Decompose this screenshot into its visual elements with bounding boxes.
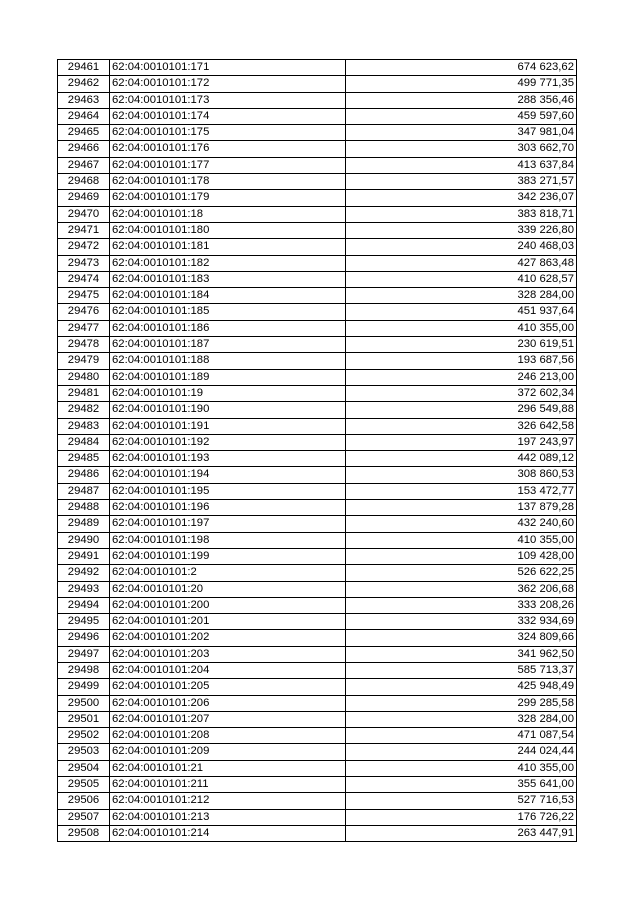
row-number-cell: 29466 bbox=[58, 141, 110, 157]
cadastral-number-cell: 62:04:0010101:180 bbox=[110, 222, 346, 238]
table-row bbox=[58, 369, 577, 385]
cadastral-number-cell: 62:04:0010101:188 bbox=[110, 353, 346, 369]
cadastral-number-cell: 62:04:0010101:208 bbox=[110, 728, 346, 744]
cadastral-value-cell: 333 208,26 bbox=[346, 597, 577, 613]
table-row bbox=[58, 76, 577, 92]
cadastral-number-cell: 62:04:0010101:193 bbox=[110, 451, 346, 467]
table-row bbox=[58, 679, 577, 695]
cadastral-value-cell: 246 213,00 bbox=[346, 369, 577, 385]
row-number-cell: 29465 bbox=[58, 125, 110, 141]
cadastral-value-cell: 362 206,68 bbox=[346, 581, 577, 597]
cadastral-number-cell: 62:04:0010101:201 bbox=[110, 614, 346, 630]
table-row bbox=[58, 157, 577, 173]
cadastral-value-cell: 109 428,00 bbox=[346, 548, 577, 564]
table-row bbox=[58, 320, 577, 336]
cadastral-number-cell: 62:04:0010101:206 bbox=[110, 695, 346, 711]
cadastral-value-cell: 432 240,60 bbox=[346, 516, 577, 532]
cadastral-value-cell: 372 602,34 bbox=[346, 385, 577, 401]
cadastral-value-cell: 410 355,00 bbox=[346, 532, 577, 548]
cadastral-number-cell: 62:04:0010101:20 bbox=[110, 581, 346, 597]
cadastral-number-cell: 62:04:0010101:18 bbox=[110, 206, 346, 222]
row-number-cell: 29477 bbox=[58, 320, 110, 336]
row-number-cell: 29503 bbox=[58, 744, 110, 760]
cadastral-value-table bbox=[57, 59, 577, 842]
cadastral-number-cell: 62:04:0010101:174 bbox=[110, 108, 346, 124]
row-number-cell: 29480 bbox=[58, 369, 110, 385]
cadastral-value-cell: 410 628,57 bbox=[346, 271, 577, 287]
cadastral-value-cell: 526 622,25 bbox=[346, 565, 577, 581]
cadastral-number-cell: 62:04:0010101:173 bbox=[110, 92, 346, 108]
cadastral-number-cell: 62:04:0010101:200 bbox=[110, 597, 346, 613]
cadastral-number-cell: 62:04:0010101:204 bbox=[110, 662, 346, 678]
row-number-cell: 29473 bbox=[58, 255, 110, 271]
cadastral-number-cell: 62:04:0010101:175 bbox=[110, 125, 346, 141]
row-number-cell: 29474 bbox=[58, 271, 110, 287]
table-row bbox=[58, 744, 577, 760]
row-number-cell: 29464 bbox=[58, 108, 110, 124]
table-row bbox=[58, 174, 577, 190]
table-row bbox=[58, 108, 577, 124]
cadastral-value-cell: 303 662,70 bbox=[346, 141, 577, 157]
cadastral-value-cell: 244 024,44 bbox=[346, 744, 577, 760]
cadastral-number-cell: 62:04:0010101:195 bbox=[110, 483, 346, 499]
cadastral-number-cell: 62:04:0010101:21 bbox=[110, 760, 346, 776]
cadastral-number-cell: 62:04:0010101:196 bbox=[110, 500, 346, 516]
row-number-cell: 29467 bbox=[58, 157, 110, 173]
table-row bbox=[58, 125, 577, 141]
cadastral-value-cell: 471 087,54 bbox=[346, 728, 577, 744]
row-number-cell: 29487 bbox=[58, 483, 110, 499]
cadastral-value-cell: 425 948,49 bbox=[346, 679, 577, 695]
table-row bbox=[58, 337, 577, 353]
row-number-cell: 29486 bbox=[58, 467, 110, 483]
cadastral-value-cell: 308 860,53 bbox=[346, 467, 577, 483]
row-number-cell: 29497 bbox=[58, 646, 110, 662]
table-row bbox=[58, 777, 577, 793]
cadastral-number-cell: 62:04:0010101:205 bbox=[110, 679, 346, 695]
cadastral-number-cell: 62:04:0010101:185 bbox=[110, 304, 346, 320]
table-row bbox=[58, 288, 577, 304]
cadastral-value-cell: 347 981,04 bbox=[346, 125, 577, 141]
cadastral-number-cell: 62:04:0010101:212 bbox=[110, 793, 346, 809]
table-row bbox=[58, 809, 577, 825]
row-number-cell: 29470 bbox=[58, 206, 110, 222]
table-row bbox=[58, 760, 577, 776]
table-row bbox=[58, 434, 577, 450]
row-number-cell: 29489 bbox=[58, 516, 110, 532]
cadastral-value-cell: 410 355,00 bbox=[346, 320, 577, 336]
cadastral-value-cell: 499 771,35 bbox=[346, 76, 577, 92]
cadastral-value-cell: 459 597,60 bbox=[346, 108, 577, 124]
cadastral-number-cell: 62:04:0010101:211 bbox=[110, 777, 346, 793]
cadastral-value-cell: 263 447,91 bbox=[346, 825, 577, 841]
row-number-cell: 29488 bbox=[58, 500, 110, 516]
row-number-cell: 29476 bbox=[58, 304, 110, 320]
cadastral-value-cell: 355 641,00 bbox=[346, 777, 577, 793]
cadastral-number-cell: 62:04:0010101:176 bbox=[110, 141, 346, 157]
row-number-cell: 29491 bbox=[58, 548, 110, 564]
cadastral-value-cell: 176 726,22 bbox=[346, 809, 577, 825]
row-number-cell: 29462 bbox=[58, 76, 110, 92]
cadastral-number-cell: 62:04:0010101:209 bbox=[110, 744, 346, 760]
row-number-cell: 29507 bbox=[58, 809, 110, 825]
table-row bbox=[58, 141, 577, 157]
cadastral-number-cell: 62:04:0010101:181 bbox=[110, 239, 346, 255]
row-number-cell: 29475 bbox=[58, 288, 110, 304]
table-row bbox=[58, 467, 577, 483]
cadastral-value-cell: 342 236,07 bbox=[346, 190, 577, 206]
table-row bbox=[58, 565, 577, 581]
cadastral-value-cell: 324 809,66 bbox=[346, 630, 577, 646]
cadastral-value-cell: 137 879,28 bbox=[346, 500, 577, 516]
cadastral-number-cell: 62:04:0010101:178 bbox=[110, 174, 346, 190]
cadastral-value-cell: 326 642,58 bbox=[346, 418, 577, 434]
table-row bbox=[58, 711, 577, 727]
row-number-cell: 29463 bbox=[58, 92, 110, 108]
cadastral-value-cell: 153 472,77 bbox=[346, 483, 577, 499]
cadastral-value-cell: 288 356,46 bbox=[346, 92, 577, 108]
table-row bbox=[58, 646, 577, 662]
cadastral-number-cell: 62:04:0010101:198 bbox=[110, 532, 346, 548]
cadastral-number-cell: 62:04:0010101:213 bbox=[110, 809, 346, 825]
table-row bbox=[58, 597, 577, 613]
table-row bbox=[58, 695, 577, 711]
table-row bbox=[58, 630, 577, 646]
row-number-cell: 29508 bbox=[58, 825, 110, 841]
row-number-cell: 29501 bbox=[58, 711, 110, 727]
table-row bbox=[58, 825, 577, 841]
row-number-cell: 29479 bbox=[58, 353, 110, 369]
table-row bbox=[58, 190, 577, 206]
cadastral-number-cell: 62:04:0010101:214 bbox=[110, 825, 346, 841]
cadastral-value-cell: 230 619,51 bbox=[346, 337, 577, 353]
table-row bbox=[58, 532, 577, 548]
cadastral-number-cell: 62:04:0010101:184 bbox=[110, 288, 346, 304]
cadastral-number-cell: 62:04:0010101:202 bbox=[110, 630, 346, 646]
table-row bbox=[58, 614, 577, 630]
cadastral-value-cell: 328 284,00 bbox=[346, 711, 577, 727]
cadastral-value-cell: 193 687,56 bbox=[346, 353, 577, 369]
cadastral-number-cell: 62:04:0010101:191 bbox=[110, 418, 346, 434]
cadastral-number-cell: 62:04:0010101:182 bbox=[110, 255, 346, 271]
row-number-cell: 29500 bbox=[58, 695, 110, 711]
cadastral-value-cell: 427 863,48 bbox=[346, 255, 577, 271]
table-row bbox=[58, 581, 577, 597]
cadastral-value-cell: 240 468,03 bbox=[346, 239, 577, 255]
cadastral-number-cell: 62:04:0010101:207 bbox=[110, 711, 346, 727]
table-row bbox=[58, 418, 577, 434]
cadastral-number-cell: 62:04:0010101:187 bbox=[110, 337, 346, 353]
row-number-cell: 29468 bbox=[58, 174, 110, 190]
row-number-cell: 29506 bbox=[58, 793, 110, 809]
row-number-cell: 29472 bbox=[58, 239, 110, 255]
row-number-cell: 29494 bbox=[58, 597, 110, 613]
cadastral-value-cell: 451 937,64 bbox=[346, 304, 577, 320]
table-row bbox=[58, 516, 577, 532]
table-row bbox=[58, 60, 577, 76]
row-number-cell: 29484 bbox=[58, 434, 110, 450]
row-number-cell: 29481 bbox=[58, 385, 110, 401]
cadastral-number-cell: 62:04:0010101:186 bbox=[110, 320, 346, 336]
cadastral-value-cell: 383 818,71 bbox=[346, 206, 577, 222]
table-row bbox=[58, 239, 577, 255]
cadastral-value-cell: 339 226,80 bbox=[346, 222, 577, 238]
cadastral-number-cell: 62:04:0010101:171 bbox=[110, 60, 346, 76]
cadastral-number-cell: 62:04:0010101:172 bbox=[110, 76, 346, 92]
cadastral-value-cell: 299 285,58 bbox=[346, 695, 577, 711]
row-number-cell: 29485 bbox=[58, 451, 110, 467]
cadastral-value-cell: 413 637,84 bbox=[346, 157, 577, 173]
table-row bbox=[58, 222, 577, 238]
cadastral-value-cell: 442 089,12 bbox=[346, 451, 577, 467]
row-number-cell: 29482 bbox=[58, 402, 110, 418]
row-number-cell: 29499 bbox=[58, 679, 110, 695]
cadastral-number-cell: 62:04:0010101:19 bbox=[110, 385, 346, 401]
row-number-cell: 29492 bbox=[58, 565, 110, 581]
cadastral-number-cell: 62:04:0010101:197 bbox=[110, 516, 346, 532]
table-row bbox=[58, 451, 577, 467]
cadastral-number-cell: 62:04:0010101:179 bbox=[110, 190, 346, 206]
table-row bbox=[58, 255, 577, 271]
table-row bbox=[58, 271, 577, 287]
table-row bbox=[58, 500, 577, 516]
table-row bbox=[58, 483, 577, 499]
cadastral-number-cell: 62:04:0010101:183 bbox=[110, 271, 346, 287]
row-number-cell: 29498 bbox=[58, 662, 110, 678]
cadastral-number-cell: 62:04:0010101:189 bbox=[110, 369, 346, 385]
table-row bbox=[58, 304, 577, 320]
table-row bbox=[58, 92, 577, 108]
table-row bbox=[58, 793, 577, 809]
cadastral-number-cell: 62:04:0010101:199 bbox=[110, 548, 346, 564]
table-row bbox=[58, 206, 577, 222]
row-number-cell: 29505 bbox=[58, 777, 110, 793]
cadastral-number-cell: 62:04:0010101:2 bbox=[110, 565, 346, 581]
cadastral-value-cell: 527 716,53 bbox=[346, 793, 577, 809]
table-row bbox=[58, 548, 577, 564]
cadastral-value-cell: 197 243,97 bbox=[346, 434, 577, 450]
row-number-cell: 29502 bbox=[58, 728, 110, 744]
cadastral-value-cell: 585 713,37 bbox=[346, 662, 577, 678]
cadastral-number-cell: 62:04:0010101:194 bbox=[110, 467, 346, 483]
cadastral-number-cell: 62:04:0010101:177 bbox=[110, 157, 346, 173]
cadastral-value-cell: 296 549,88 bbox=[346, 402, 577, 418]
cadastral-value-cell: 410 355,00 bbox=[346, 760, 577, 776]
table-row bbox=[58, 728, 577, 744]
cadastral-number-cell: 62:04:0010101:190 bbox=[110, 402, 346, 418]
row-number-cell: 29483 bbox=[58, 418, 110, 434]
row-number-cell: 29495 bbox=[58, 614, 110, 630]
row-number-cell: 29461 bbox=[58, 60, 110, 76]
table-body bbox=[58, 60, 577, 842]
cadastral-value-cell: 332 934,69 bbox=[346, 614, 577, 630]
cadastral-value-cell: 674 623,62 bbox=[346, 60, 577, 76]
row-number-cell: 29504 bbox=[58, 760, 110, 776]
table-row bbox=[58, 353, 577, 369]
table-row bbox=[58, 385, 577, 401]
cadastral-number-cell: 62:04:0010101:203 bbox=[110, 646, 346, 662]
row-number-cell: 29469 bbox=[58, 190, 110, 206]
cadastral-number-cell: 62:04:0010101:192 bbox=[110, 434, 346, 450]
cadastral-value-cell: 341 962,50 bbox=[346, 646, 577, 662]
row-number-cell: 29496 bbox=[58, 630, 110, 646]
row-number-cell: 29490 bbox=[58, 532, 110, 548]
row-number-cell: 29478 bbox=[58, 337, 110, 353]
cadastral-value-cell: 328 284,00 bbox=[346, 288, 577, 304]
row-number-cell: 29493 bbox=[58, 581, 110, 597]
table-row bbox=[58, 662, 577, 678]
table-row bbox=[58, 402, 577, 418]
cadastral-value-cell: 383 271,57 bbox=[346, 174, 577, 190]
row-number-cell: 29471 bbox=[58, 222, 110, 238]
